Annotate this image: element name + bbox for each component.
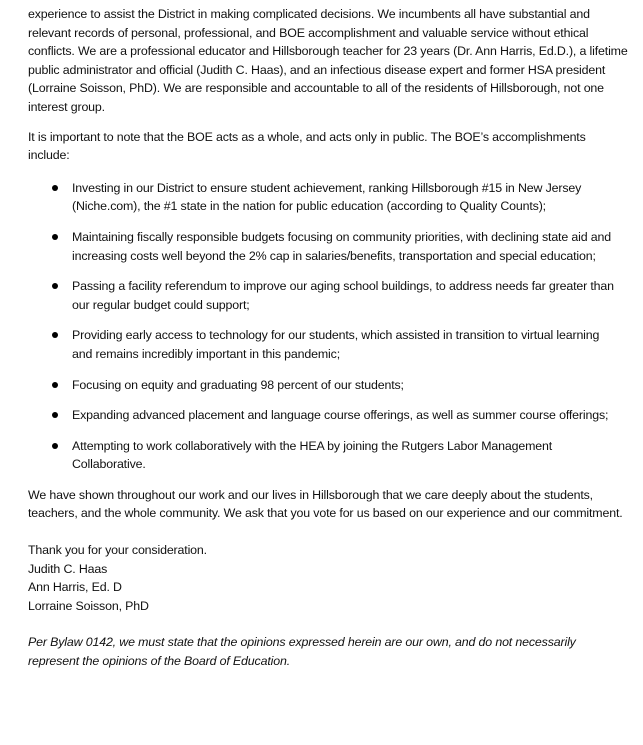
list-item-text: Expanding advanced placement and language course offerings, as well as summer course offerings;	[72, 408, 609, 423]
bullet-icon	[52, 332, 58, 338]
list-item	[28, 376, 617, 395]
accomplishments-list	[28, 179, 628, 474]
bullet-icon	[52, 234, 58, 240]
list-item-text: Investing in our District to ensure student achievement, ranking Hillsborough #15 in New Jersey (Niche.com), the #1 state in the nation for public education (according to Quality Counts);	[72, 180, 582, 214]
closing-paragraph: We have shown throughout our work and our lives in Hillsborough that we care deeply about the students, teachers, and the whole community. We ask that you vote for us based on our experience and our commitment.	[28, 487, 623, 521]
bullet-icon	[52, 412, 58, 418]
bullet-icon	[52, 382, 58, 388]
signatory-name: Judith C. Haas	[28, 561, 108, 576]
list-item-text: Attempting to work collaboratively with the HEA by joining the Rutgers Labor Management Collaborative.	[72, 438, 553, 472]
list-item-text: Passing a facility referendum to improve our aging school buildings, to address needs far greater than our regular budget could support;	[72, 279, 614, 312]
intro-paragraph: experience to assist the District in making complicated decisions. We incumbents all have substantial and relevant records of personal, professional, and BOE accomplishment and valuable service without ethical conflicts. We are a professional educator and Hillsborough teacher for 23 years (Dr. Ann Harris, Ed.D.), a lifetime public administrator and official (Judith C. Haas), and an infectious disease expert and former HSA president (Lorraine Soisson, PhD). We are responsible and accountable to all of the residents of Hillsborough, not one interest group.	[28, 7, 628, 114]
list-item-text: Maintaining fiscally responsible budgets focusing on community priorities, with declining state aid and increasing costs well beyond the 2% cap in salaries/benefits, transportation and special education;	[72, 229, 611, 263]
signatory-name: Ann Harris, Ed. D	[28, 580, 122, 595]
list-item	[28, 228, 617, 265]
signatory-name: Lorraine Soisson, PhD	[28, 598, 149, 613]
bullet-icon	[52, 185, 58, 191]
list-item	[28, 277, 617, 314]
spacer	[28, 523, 628, 541]
bullet-icon	[52, 443, 58, 449]
disclaimer-text: Per Bylaw 0142, we must state that the opinions expressed herein are our own, and do not necessarily represent the opinions of the Board of Education.	[28, 635, 576, 669]
spacer	[28, 117, 628, 128]
document-body	[28, 5, 628, 671]
spacer	[28, 615, 628, 633]
bullet-icon	[52, 283, 58, 289]
list-item-text: Focusing on equity and graduating 98 percent of our students;	[72, 377, 404, 392]
signoff-line: Thank you for your consideration.	[28, 543, 207, 558]
list-item	[28, 437, 617, 474]
accomplishments-intro: It is important to note that the BOE acts as a whole, and acts only in public. The BOE’s accomplishments include:	[28, 129, 586, 163]
list-item-text: Providing early access to technology for our students, which assisted in transition to virtual learning and remains incredibly important in this pandemic;	[72, 328, 600, 361]
list-item	[28, 326, 617, 363]
list-item	[28, 179, 617, 216]
spacer	[28, 165, 628, 179]
list-item	[28, 406, 617, 425]
